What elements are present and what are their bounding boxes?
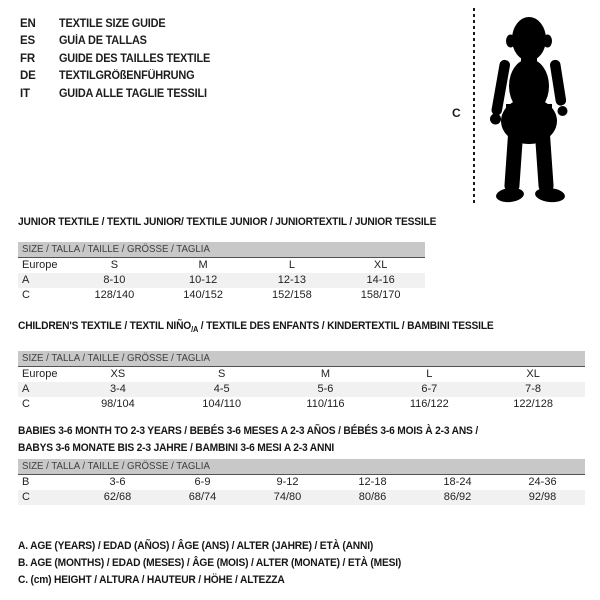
language-row-es — [20, 33, 218, 50]
language-list — [20, 16, 218, 103]
cell: 4-5 — [213, 383, 230, 395]
cell: M — [320, 368, 331, 380]
size-header-text: SIZE / TALLA / TAILLE / GRÖSSE / TAGLIA — [22, 460, 210, 472]
cell: 92/98 — [528, 491, 557, 503]
cell: 74/80 — [273, 491, 302, 503]
language-code: ES — [20, 35, 35, 48]
children-title-sub: /A — [191, 324, 199, 334]
row-label: C — [22, 398, 30, 410]
size-header-row — [18, 459, 585, 475]
baby-silhouette-image — [484, 8, 576, 208]
row-label: A — [22, 383, 30, 395]
cell: 98/104 — [101, 398, 135, 410]
footnote-a: A. AGE (YEARS) / EDAD (AÑOS) / ÂGE (ANS) / ALTER (JAHRE) / ETÀ (ANNI) — [18, 540, 374, 552]
table-row-europe — [18, 258, 425, 273]
cell: 68/74 — [188, 491, 217, 503]
cell: 6-9 — [194, 476, 211, 488]
language-label: TEXTILE SIZE GUIDE — [59, 18, 166, 30]
size-header-text: SIZE / TALLA / TAILLE / GRÖSSE / TAGLIA — [22, 352, 210, 364]
cell: 86/92 — [443, 491, 472, 503]
language-row-fr — [20, 51, 218, 68]
babies-title-line2: BABYS 3-6 MONATE BIS 2-3 JAHRE / BAMBINI 3-6 MESI A 2-3 ANNI — [18, 442, 335, 454]
cell: XS — [110, 368, 126, 380]
language-row-en — [20, 16, 218, 33]
cell: 3-4 — [109, 383, 126, 395]
cell: 128/140 — [94, 289, 135, 301]
height-measure-dashed-line — [473, 8, 475, 206]
cell: 9-12 — [276, 476, 299, 488]
language-row-de — [20, 68, 218, 85]
table-row-age-months — [18, 475, 585, 490]
cell: 24-36 — [528, 476, 557, 488]
language-code: DE — [20, 70, 36, 83]
footnote-b: B. AGE (MONTHS) / EDAD (MESES) / ÂGE (MOIS) / ALTER (MONATE) / ETÀ (MESI) — [18, 556, 402, 569]
row-label: B — [22, 476, 30, 488]
language-code: EN — [20, 18, 36, 30]
junior-table-title: JUNIOR TEXTILE / TEXTIL JUNIOR/ TEXTILE JUNIOR / JUNIORTEXTIL / JUNIOR TESSILE — [18, 216, 437, 228]
table-row-height — [18, 288, 425, 303]
cell: 10-12 — [189, 274, 218, 286]
height-measure-label: C — [452, 106, 461, 120]
table-row-height — [18, 397, 585, 412]
cell: 7-8 — [525, 383, 542, 395]
size-header-text: SIZE / TALLA / TAILLE / GRÖSSE / TAGLIA — [22, 243, 210, 255]
cell: M — [198, 259, 208, 271]
cell: S — [110, 259, 119, 271]
language-label: GUÍA DE TALLAS — [59, 35, 147, 48]
junior-size-table — [18, 242, 425, 303]
row-label: Europe — [22, 259, 58, 271]
cell: XL — [526, 368, 540, 380]
language-label: GUIDA ALLE TAGLIE TESSILI — [59, 87, 207, 100]
cell: 80/86 — [358, 491, 387, 503]
children-title-pre: CHILDREN'S TEXTILE / TEXTIL NIÑO — [18, 320, 192, 332]
row-label: C — [22, 491, 30, 503]
footnote-c: C. (cm) HEIGHT / ALTURA / HAUTEUR / HÖHE / ALTEZZA — [18, 573, 285, 586]
cell: 14-16 — [366, 274, 395, 286]
children-size-table — [18, 351, 585, 412]
cell: 152/158 — [271, 289, 312, 301]
table-row-height — [18, 490, 585, 505]
cell: 62/68 — [103, 491, 132, 503]
table-row-europe — [18, 367, 585, 382]
cell: 104/110 — [202, 398, 242, 410]
cell: 140/152 — [183, 289, 223, 301]
language-label: TEXTILGRÖßENFÜHRUNG — [59, 70, 195, 83]
cell: 116/122 — [409, 398, 449, 410]
cell: 158/170 — [360, 289, 401, 301]
children-table-title — [18, 318, 494, 335]
cell: L — [426, 368, 433, 380]
cell: 18-24 — [443, 476, 472, 488]
table-row-age — [18, 382, 585, 397]
language-code: FR — [20, 52, 35, 65]
footnotes — [18, 538, 430, 588]
cell: L — [288, 259, 295, 271]
language-code: IT — [20, 87, 30, 100]
language-label: GUIDE DES TAILLES TEXTILE — [59, 52, 211, 65]
cell: 12-18 — [358, 476, 387, 488]
cell: 8-10 — [103, 274, 126, 286]
size-header-row — [18, 351, 585, 367]
cell: S — [218, 368, 226, 380]
cell: 122/128 — [513, 398, 553, 410]
cell: 3-6 — [109, 476, 126, 488]
babies-title-line1: BABIES 3-6 MONTH TO 2-3 YEARS / BEBÉS 3-6 MESES A 2-3 AÑOS / BÉBÉS 3-6 MOIS À 2-3 ANS / — [18, 425, 479, 437]
language-row-it — [20, 86, 218, 103]
row-label: A — [22, 274, 30, 286]
children-title-post: / TEXTILE DES ENFANTS / KINDERTEXTIL / BAMBINI TESSILE — [198, 320, 494, 332]
cell: 110/116 — [306, 398, 345, 410]
cell: 12-13 — [277, 274, 306, 286]
table-row-age — [18, 273, 425, 288]
cell: XL — [373, 259, 388, 271]
cell: 5-6 — [317, 383, 334, 395]
size-header-row — [18, 242, 425, 258]
row-label: C — [22, 289, 30, 301]
row-label: Europe — [22, 368, 58, 380]
babies-size-table — [18, 459, 585, 505]
cell: 6-7 — [421, 383, 438, 395]
babies-table-title — [18, 423, 478, 457]
